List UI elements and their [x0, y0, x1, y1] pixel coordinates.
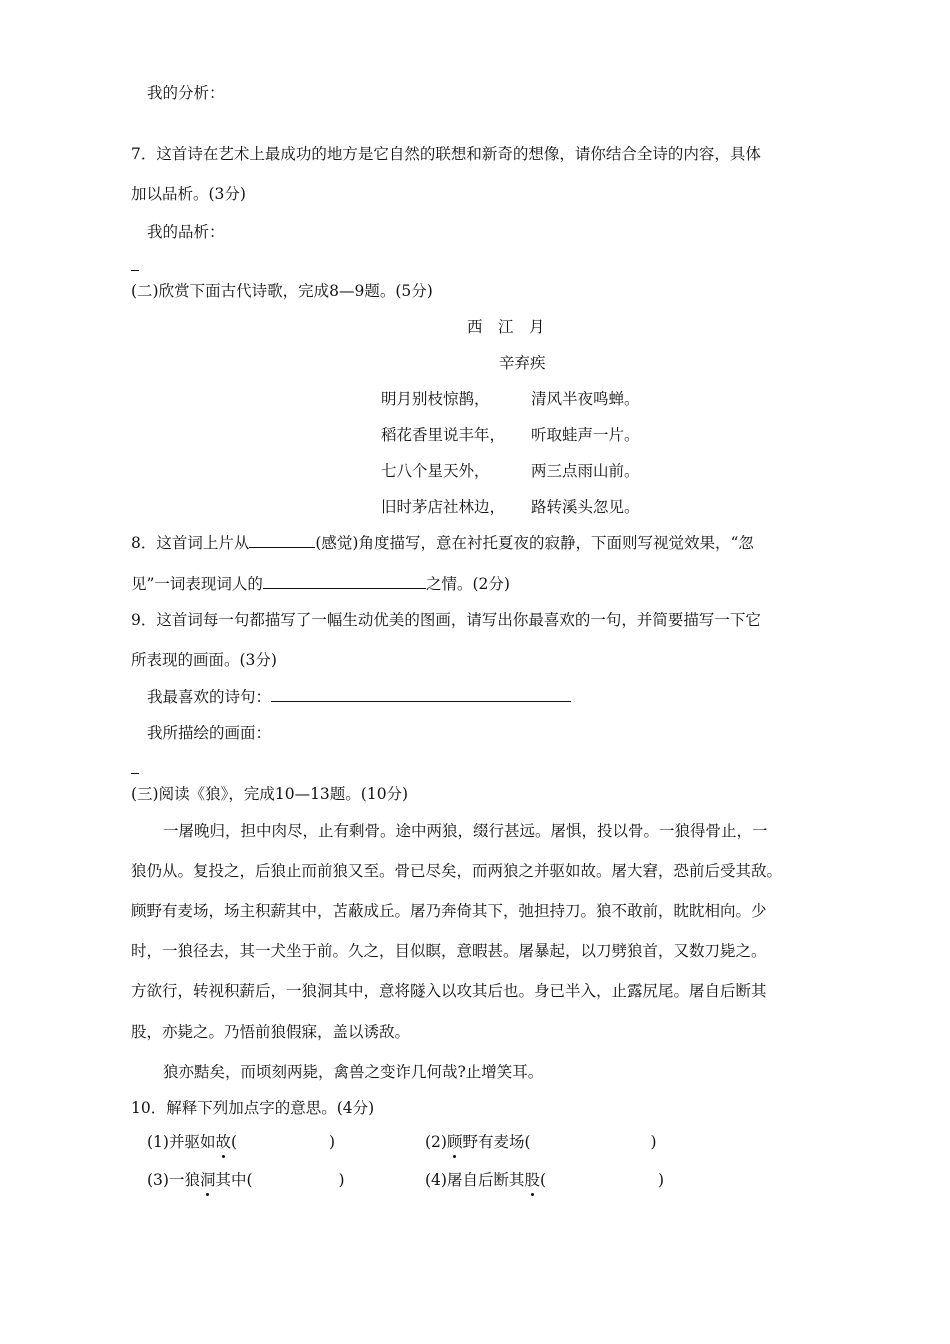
scene-label: 我所描绘的画面：: [147, 724, 272, 742]
emphasis-dot-char: 股: [524, 1171, 540, 1189]
poem-author: 辛弃疾: [499, 354, 546, 372]
section-2-heading: (二)欣赏下面古代诗歌，完成8—9题。(5分): [131, 282, 433, 300]
blank-emotion[interactable]: [263, 573, 426, 589]
question-7-line1: 7．这首诗在艺术上最成功的地方是它自然的联想和新奇的想像，请你结合全诗的内容，具体: [131, 145, 761, 163]
analysis-label: 我的分析：: [147, 84, 225, 102]
poem-line-4: 旧时茅店社林边， 路转溪头忽见。: [381, 498, 640, 516]
poem-line-3: 七八个星天外， 两三点雨山前。: [381, 462, 640, 480]
passage-line: 股，亦毙之。乃悟前狼假寐，盖以诱敌。: [131, 1023, 411, 1041]
favorite-line-blank[interactable]: [271, 686, 571, 702]
q10-item-4: (4)屠自后断其股( ): [425, 1171, 665, 1189]
question-8-line1: 8．这首词上片从 (感觉)角度描写，意在衬托夏夜的寂静，下面则写视觉效果，“忽: [131, 534, 754, 552]
section-3-heading: (三)阅读《狼》，完成10—13题。(10分): [131, 785, 409, 803]
answer-rule: [131, 270, 139, 271]
passage-line: 方欲行，转视积薪后，一狼洞其中，意将隧入以攻其后也。身已半入，止露尻尾。屠自后断其: [131, 982, 767, 1000]
passage-line: 狼仍从。复投之，后狼止而前狼又至。骨已尽矣，而两狼之并驱如故。屠大窘，恐前后受其敌。: [131, 862, 783, 880]
poem-title: 西 江 月: [467, 318, 545, 336]
poem-line-2: 稻花香里说丰年， 听取蛙声一片。: [381, 426, 640, 444]
question-9-line2: 所表现的画面。(3分): [131, 651, 277, 669]
appreciation-label: 我的品析：: [147, 223, 225, 241]
emphasis-dot-char: 洞: [199, 1171, 216, 1189]
answer-rule: [131, 773, 139, 774]
emphasis-dot-char: 顾: [446, 1133, 463, 1151]
q10-item-1: (1)并驱如故( ): [147, 1133, 336, 1151]
poem-line-1: 明月别枝惊鹊， 清风半夜鸣蝉。: [381, 390, 640, 408]
emphasis-dot-char: 故: [215, 1133, 231, 1151]
question-7-line2: 加以品析。(3分): [131, 185, 246, 203]
q10-item-2: (2)顾野有麦场( ): [425, 1133, 657, 1151]
passage-line: 时，一狼径去，其一犬坐于前。久之，目似瞑，意暇甚。屠暴起，以刀劈狼首，又数刀毙之。: [131, 942, 767, 960]
question-10-heading: 10．解释下列加点字的意思。(4分): [131, 1099, 375, 1117]
passage-line: 一屠晚归，担中肉尽，止有剩骨。途中两狼，缀行甚远。屠惧，投以骨。一狼得骨止，一: [163, 822, 768, 840]
q10-item-3: (3)一狼洞其中( ): [147, 1171, 345, 1189]
question-9-line1: 9．这首词每一句都描写了一幅生动优美的图画，请写出你最喜欢的一句，并简要描写一下它: [131, 611, 761, 629]
passage-line: 顾野有麦场，场主积薪其中，苫蔽成丘。屠乃奔倚其下，弛担持刀。狼不敢前，眈眈相向。少: [131, 902, 767, 920]
favorite-line-row: 我最喜欢的诗句：: [147, 686, 571, 708]
question-8-line2: 见”一词表现词人的 之情。(2分): [131, 575, 510, 593]
blank-sense[interactable]: [249, 532, 315, 548]
passage-conclusion: 狼亦黠矣，而顷刻两毙，禽兽之变诈几何哉?止增笑耳。: [163, 1063, 544, 1081]
